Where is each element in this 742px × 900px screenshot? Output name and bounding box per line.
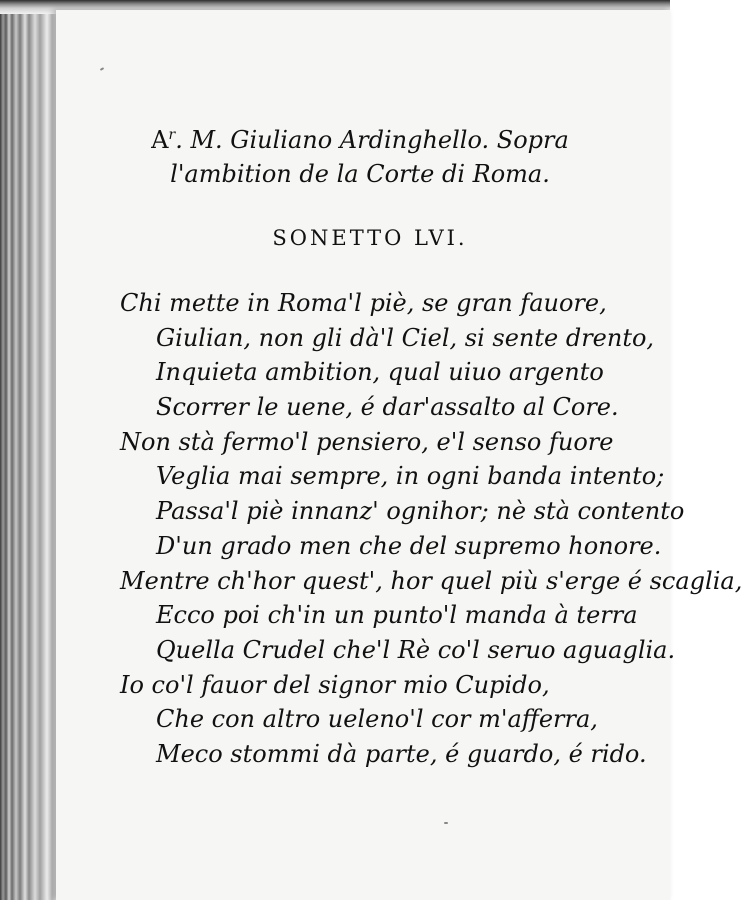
heading-prefix: A (151, 126, 169, 154)
dedication-heading (110, 118, 610, 191)
poem-line: Scorrer le uene, é dar'assalto al Core. (156, 393, 619, 422)
poem-line: Veglia mai sempre, in ogni banda intento; (156, 462, 665, 491)
poem-line: Passa'l piè innanz' ognihor; nè stà contento (156, 497, 685, 526)
poem-line: Non stà fermo'l pensiero, e'l senso fuore (120, 427, 614, 456)
poem-body (120, 286, 742, 772)
poem-line: Meco stommi dà parte, é guardo, é rido. (156, 739, 647, 768)
heading-line-1-rest: . M. Giuliano Ardinghello. Sopra (175, 126, 569, 154)
poem-line: Chi mette in Roma'l piè, se gran fauore, (120, 289, 607, 317)
heading-line-2: l'ambition de la Corte di Roma. (170, 160, 550, 188)
poem-line: Ecco poi ch'in un punto'l manda à terra (156, 601, 638, 630)
sonnet-title: SONETTO LVI. (272, 226, 468, 250)
paper-speck (100, 67, 104, 71)
poem-line: Mentre ch'hor quest', hor quel più s'erge é scaglia, (120, 566, 742, 595)
heading-line-1 (151, 126, 569, 154)
poem-line: Inquieta ambition, qual uiuo argento (156, 358, 604, 387)
poem-line: D'un grado men che del supremo honore. (156, 531, 662, 560)
poem-line: Io co'l fauor del signor mio Cupido, (120, 670, 550, 699)
paper-speck (444, 822, 448, 824)
poem-line: Giulian, non gli dà'l Ciel, si sente drento, (156, 323, 655, 352)
poem-line: Quella Crudel che'l Rè co'l seruo aguaglia. (156, 635, 676, 664)
heading-prefix-superscript: r (168, 127, 176, 143)
poem-line: Che con altro ueleno'l cor m'afferra, (156, 705, 598, 734)
book-page-edges (0, 0, 64, 900)
